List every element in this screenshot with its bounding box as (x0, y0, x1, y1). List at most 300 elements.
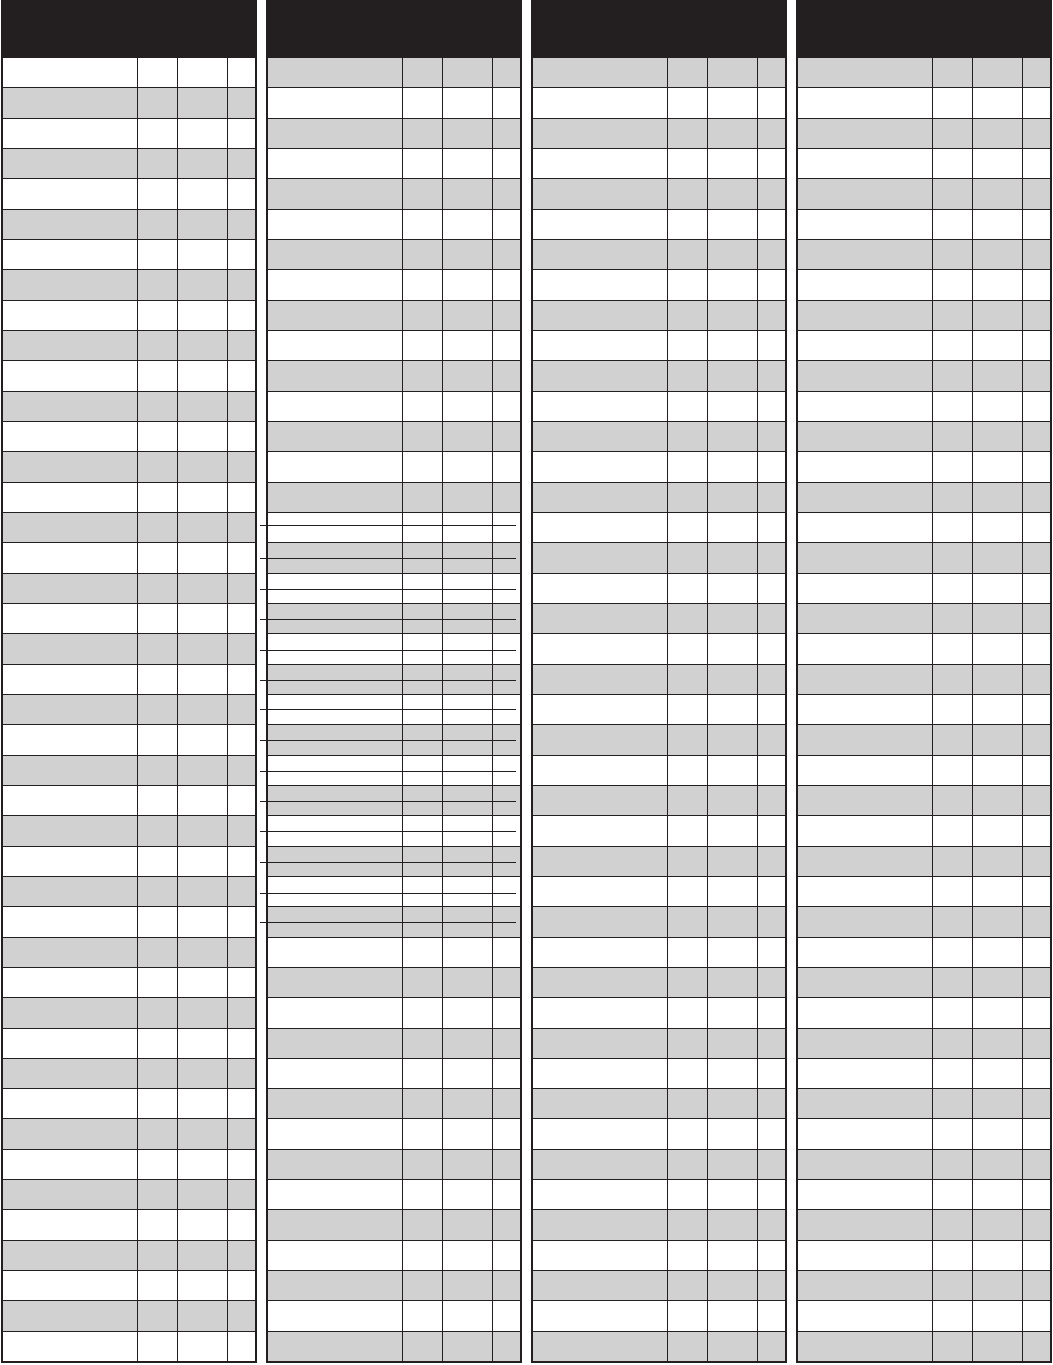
entry-cell-1[interactable] (798, 483, 932, 512)
entry-cell-3[interactable] (707, 665, 757, 694)
entry-cell-4[interactable] (757, 422, 785, 451)
entry-cell-2[interactable] (932, 1089, 972, 1118)
entry-cell-2[interactable] (137, 58, 177, 87)
entry-cell-2[interactable] (667, 816, 707, 845)
entry-cell-1[interactable] (798, 756, 932, 785)
entry-cell-1[interactable] (3, 634, 137, 663)
entry-cell-4[interactable] (1022, 392, 1050, 421)
entry-cell-4[interactable] (757, 665, 785, 694)
entry-cell-3[interactable] (442, 179, 492, 208)
entry-cell-1[interactable] (3, 665, 137, 694)
entry-cell-1[interactable] (798, 58, 932, 87)
entry-cell-4[interactable] (227, 816, 255, 845)
entry-cell-2[interactable] (932, 270, 972, 299)
entry-cell-3[interactable] (972, 847, 1022, 876)
entry-cell-3[interactable] (972, 1210, 1022, 1239)
entry-cell-1[interactable] (533, 1089, 667, 1118)
entry-cell-2[interactable] (137, 1089, 177, 1118)
entry-cell-4[interactable] (227, 1332, 255, 1361)
entry-cell-2[interactable] (137, 88, 177, 117)
entry-cell-3[interactable] (442, 1029, 492, 1058)
entry-cell-3[interactable] (972, 1301, 1022, 1330)
entry-cell-3[interactable] (707, 58, 757, 87)
entry-cell-2[interactable] (137, 938, 177, 967)
entry-cell-1[interactable] (798, 210, 932, 239)
entry-cell-1[interactable] (533, 1119, 667, 1148)
entry-cell-4[interactable] (1022, 1059, 1050, 1088)
entry-cell-3[interactable] (707, 695, 757, 724)
entry-cell-2[interactable] (402, 58, 442, 87)
entry-cell-3[interactable] (177, 543, 227, 572)
entry-cell-1[interactable] (268, 392, 402, 421)
entry-cell-2[interactable] (137, 240, 177, 269)
entry-cell-1[interactable] (3, 695, 137, 724)
entry-cell-2[interactable] (402, 1241, 442, 1270)
entry-cell-2[interactable] (667, 1029, 707, 1058)
entry-cell-3[interactable] (442, 1119, 492, 1148)
entry-cell-4[interactable] (227, 210, 255, 239)
entry-cell-3[interactable] (707, 301, 757, 330)
entry-cell-3[interactable] (177, 88, 227, 117)
entry-cell-1[interactable] (268, 1241, 402, 1270)
entry-cell-3[interactable] (972, 695, 1022, 724)
entry-cell-4[interactable] (492, 240, 520, 269)
entry-cell-2[interactable] (137, 1301, 177, 1330)
entry-cell-3[interactable] (177, 1332, 227, 1361)
entry-cell-3[interactable] (442, 422, 492, 451)
entry-cell-1[interactable] (533, 1180, 667, 1209)
entry-cell-3[interactable] (442, 331, 492, 360)
entry-cell-2[interactable] (932, 1180, 972, 1209)
entry-cell-2[interactable] (137, 756, 177, 785)
entry-cell-3[interactable] (707, 1089, 757, 1118)
entry-cell-4[interactable] (227, 119, 255, 148)
entry-cell-2[interactable] (667, 1210, 707, 1239)
entry-cell-3[interactable] (972, 270, 1022, 299)
entry-cell-2[interactable] (667, 331, 707, 360)
entry-cell-4[interactable] (1022, 756, 1050, 785)
entry-cell-1[interactable] (533, 725, 667, 754)
entry-cell-2[interactable] (137, 816, 177, 845)
entry-cell-1[interactable] (798, 301, 932, 330)
entry-cell-1[interactable] (533, 1029, 667, 1058)
entry-cell-4[interactable] (227, 847, 255, 876)
entry-cell-4[interactable] (492, 119, 520, 148)
entry-cell-2[interactable] (932, 422, 972, 451)
entry-cell-4[interactable] (227, 1059, 255, 1088)
entry-cell-4[interactable] (227, 361, 255, 390)
entry-cell-4[interactable] (227, 1029, 255, 1058)
entry-cell-4[interactable] (227, 331, 255, 360)
entry-cell-3[interactable] (177, 938, 227, 967)
entry-cell-4[interactable] (1022, 695, 1050, 724)
entry-cell-2[interactable] (667, 1271, 707, 1300)
entry-cell-3[interactable] (707, 270, 757, 299)
entry-cell-4[interactable] (1022, 998, 1050, 1027)
entry-cell-1[interactable] (3, 907, 137, 936)
entry-cell-2[interactable] (402, 210, 442, 239)
entry-cell-1[interactable] (533, 634, 667, 663)
entry-cell-3[interactable] (707, 1150, 757, 1179)
entry-cell-2[interactable] (667, 119, 707, 148)
entry-cell-4[interactable] (757, 1059, 785, 1088)
entry-cell-2[interactable] (402, 938, 442, 967)
entry-cell-1[interactable] (798, 816, 932, 845)
entry-cell-4[interactable] (492, 1150, 520, 1179)
entry-cell-2[interactable] (932, 361, 972, 390)
entry-cell-2[interactable] (667, 58, 707, 87)
entry-cell-2[interactable] (932, 1271, 972, 1300)
entry-cell-3[interactable] (707, 1180, 757, 1209)
entry-cell-1[interactable] (798, 422, 932, 451)
entry-cell-2[interactable] (402, 179, 442, 208)
entry-cell-3[interactable] (707, 816, 757, 845)
entry-cell-1[interactable] (268, 634, 402, 663)
entry-cell-2[interactable] (402, 1059, 442, 1088)
entry-cell-1[interactable] (798, 88, 932, 117)
entry-cell-3[interactable] (442, 1301, 492, 1330)
entry-cell-4[interactable] (492, 361, 520, 390)
entry-cell-1[interactable] (3, 392, 137, 421)
entry-cell-3[interactable] (972, 786, 1022, 815)
entry-cell-2[interactable] (667, 1059, 707, 1088)
entry-cell-2[interactable] (402, 240, 442, 269)
entry-cell-1[interactable] (533, 88, 667, 117)
entry-cell-1[interactable] (268, 422, 402, 451)
entry-cell-2[interactable] (402, 877, 442, 906)
entry-cell-1[interactable] (798, 179, 932, 208)
entry-cell-1[interactable] (798, 695, 932, 724)
entry-cell-4[interactable] (1022, 270, 1050, 299)
entry-cell-2[interactable] (402, 1180, 442, 1209)
entry-cell-1[interactable] (268, 1332, 402, 1361)
entry-cell-4[interactable] (757, 1271, 785, 1300)
entry-cell-2[interactable] (932, 179, 972, 208)
entry-cell-3[interactable] (177, 149, 227, 178)
entry-cell-1[interactable] (533, 1210, 667, 1239)
entry-cell-3[interactable] (177, 361, 227, 390)
entry-cell-4[interactable] (1022, 240, 1050, 269)
entry-cell-1[interactable] (798, 604, 932, 633)
entry-cell-3[interactable] (442, 968, 492, 997)
entry-cell-2[interactable] (932, 968, 972, 997)
entry-cell-3[interactable] (707, 1029, 757, 1058)
entry-cell-3[interactable] (972, 119, 1022, 148)
entry-cell-4[interactable] (227, 1119, 255, 1148)
entry-cell-3[interactable] (177, 513, 227, 542)
entry-cell-3[interactable] (972, 452, 1022, 481)
entry-cell-1[interactable] (268, 1089, 402, 1118)
entry-cell-1[interactable] (3, 210, 137, 239)
entry-cell-4[interactable] (227, 725, 255, 754)
entry-cell-1[interactable] (268, 877, 402, 906)
entry-cell-1[interactable] (798, 1210, 932, 1239)
entry-cell-3[interactable] (707, 1210, 757, 1239)
entry-cell-4[interactable] (757, 1210, 785, 1239)
entry-cell-1[interactable] (533, 998, 667, 1027)
entry-cell-3[interactable] (442, 119, 492, 148)
entry-cell-2[interactable] (667, 179, 707, 208)
entry-cell-2[interactable] (932, 240, 972, 269)
entry-cell-1[interactable] (3, 816, 137, 845)
entry-cell-3[interactable] (972, 392, 1022, 421)
entry-cell-3[interactable] (177, 695, 227, 724)
entry-cell-2[interactable] (667, 483, 707, 512)
entry-cell-3[interactable] (177, 1089, 227, 1118)
entry-cell-1[interactable] (798, 1150, 932, 1179)
entry-cell-2[interactable] (137, 210, 177, 239)
entry-cell-1[interactable] (3, 119, 137, 148)
entry-cell-2[interactable] (932, 543, 972, 572)
entry-cell-4[interactable] (492, 1271, 520, 1300)
entry-cell-1[interactable] (3, 513, 137, 542)
entry-cell-4[interactable] (492, 634, 520, 663)
entry-cell-1[interactable] (3, 1119, 137, 1148)
entry-cell-1[interactable] (3, 968, 137, 997)
entry-cell-4[interactable] (757, 1301, 785, 1330)
entry-cell-4[interactable] (492, 210, 520, 239)
entry-cell-3[interactable] (707, 149, 757, 178)
entry-cell-2[interactable] (932, 786, 972, 815)
entry-cell-2[interactable] (932, 725, 972, 754)
entry-cell-4[interactable] (1022, 210, 1050, 239)
entry-cell-3[interactable] (177, 392, 227, 421)
entry-cell-4[interactable] (757, 301, 785, 330)
entry-cell-2[interactable] (667, 392, 707, 421)
entry-cell-2[interactable] (137, 1180, 177, 1209)
entry-cell-1[interactable] (3, 604, 137, 633)
entry-cell-2[interactable] (932, 1210, 972, 1239)
entry-cell-2[interactable] (932, 998, 972, 1027)
entry-cell-1[interactable] (3, 574, 137, 603)
entry-cell-2[interactable] (932, 877, 972, 906)
entry-cell-1[interactable] (3, 301, 137, 330)
entry-cell-4[interactable] (757, 88, 785, 117)
entry-cell-4[interactable] (492, 1119, 520, 1148)
entry-cell-4[interactable] (757, 119, 785, 148)
entry-cell-2[interactable] (137, 968, 177, 997)
entry-cell-1[interactable] (533, 452, 667, 481)
entry-cell-3[interactable] (972, 513, 1022, 542)
entry-cell-4[interactable] (1022, 179, 1050, 208)
entry-cell-1[interactable] (533, 786, 667, 815)
entry-cell-2[interactable] (402, 301, 442, 330)
entry-cell-1[interactable] (798, 240, 932, 269)
entry-cell-4[interactable] (1022, 331, 1050, 360)
entry-cell-4[interactable] (492, 1089, 520, 1118)
entry-cell-1[interactable] (268, 1059, 402, 1088)
entry-cell-3[interactable] (442, 210, 492, 239)
entry-cell-4[interactable] (227, 786, 255, 815)
entry-cell-4[interactable] (227, 240, 255, 269)
entry-cell-4[interactable] (227, 301, 255, 330)
entry-cell-4[interactable] (757, 240, 785, 269)
entry-cell-1[interactable] (3, 1089, 137, 1118)
entry-cell-1[interactable] (533, 847, 667, 876)
entry-cell-1[interactable] (533, 58, 667, 87)
entry-cell-3[interactable] (177, 604, 227, 633)
entry-cell-1[interactable] (268, 119, 402, 148)
entry-cell-3[interactable] (177, 331, 227, 360)
entry-cell-3[interactable] (442, 513, 492, 542)
entry-cell-3[interactable] (972, 58, 1022, 87)
entry-cell-3[interactable] (972, 877, 1022, 906)
entry-cell-1[interactable] (533, 301, 667, 330)
entry-cell-4[interactable] (1022, 907, 1050, 936)
entry-cell-4[interactable] (757, 786, 785, 815)
entry-cell-1[interactable] (268, 998, 402, 1027)
entry-cell-1[interactable] (798, 1119, 932, 1148)
entry-cell-3[interactable] (707, 513, 757, 542)
entry-cell-3[interactable] (972, 574, 1022, 603)
entry-cell-3[interactable] (707, 938, 757, 967)
entry-cell-4[interactable] (1022, 543, 1050, 572)
entry-cell-3[interactable] (177, 452, 227, 481)
entry-cell-4[interactable] (227, 270, 255, 299)
entry-cell-1[interactable] (798, 877, 932, 906)
entry-cell-1[interactable] (798, 361, 932, 390)
entry-cell-1[interactable] (533, 513, 667, 542)
entry-cell-4[interactable] (492, 1210, 520, 1239)
entry-cell-4[interactable] (227, 634, 255, 663)
entry-cell-2[interactable] (402, 88, 442, 117)
entry-cell-4[interactable] (1022, 1180, 1050, 1209)
entry-cell-4[interactable] (1022, 361, 1050, 390)
entry-cell-3[interactable] (177, 725, 227, 754)
entry-cell-1[interactable] (3, 1059, 137, 1088)
entry-cell-3[interactable] (707, 392, 757, 421)
entry-cell-3[interactable] (972, 88, 1022, 117)
entry-cell-4[interactable] (227, 968, 255, 997)
entry-cell-2[interactable] (667, 998, 707, 1027)
entry-cell-3[interactable] (972, 1150, 1022, 1179)
entry-cell-4[interactable] (1022, 513, 1050, 542)
entry-cell-1[interactable] (268, 1029, 402, 1058)
entry-cell-1[interactable] (533, 756, 667, 785)
entry-cell-4[interactable] (757, 1180, 785, 1209)
entry-cell-3[interactable] (707, 483, 757, 512)
entry-cell-3[interactable] (707, 1332, 757, 1361)
entry-cell-3[interactable] (177, 179, 227, 208)
entry-cell-1[interactable] (533, 210, 667, 239)
entry-cell-2[interactable] (932, 1119, 972, 1148)
entry-cell-3[interactable] (442, 240, 492, 269)
entry-cell-1[interactable] (533, 1150, 667, 1179)
entry-cell-4[interactable] (227, 574, 255, 603)
entry-cell-2[interactable] (137, 907, 177, 936)
entry-cell-1[interactable] (3, 422, 137, 451)
entry-cell-2[interactable] (137, 392, 177, 421)
entry-cell-4[interactable] (1022, 149, 1050, 178)
entry-cell-4[interactable] (1022, 665, 1050, 694)
entry-cell-4[interactable] (757, 210, 785, 239)
entry-cell-3[interactable] (707, 786, 757, 815)
entry-cell-2[interactable] (137, 331, 177, 360)
entry-cell-1[interactable] (533, 574, 667, 603)
entry-cell-1[interactable] (3, 756, 137, 785)
entry-cell-1[interactable] (798, 1029, 932, 1058)
entry-cell-4[interactable] (492, 877, 520, 906)
entry-cell-2[interactable] (137, 695, 177, 724)
entry-cell-4[interactable] (757, 58, 785, 87)
entry-cell-4[interactable] (1022, 968, 1050, 997)
entry-cell-2[interactable] (667, 907, 707, 936)
entry-cell-2[interactable] (137, 725, 177, 754)
entry-cell-4[interactable] (492, 513, 520, 542)
entry-cell-1[interactable] (268, 938, 402, 967)
entry-cell-3[interactable] (707, 422, 757, 451)
entry-cell-1[interactable] (533, 392, 667, 421)
entry-cell-3[interactable] (177, 240, 227, 269)
entry-cell-3[interactable] (442, 149, 492, 178)
entry-cell-1[interactable] (798, 513, 932, 542)
entry-cell-2[interactable] (667, 1301, 707, 1330)
entry-cell-3[interactable] (442, 1180, 492, 1209)
entry-cell-3[interactable] (972, 179, 1022, 208)
entry-cell-2[interactable] (932, 452, 972, 481)
entry-cell-2[interactable] (137, 149, 177, 178)
entry-cell-4[interactable] (227, 1089, 255, 1118)
entry-cell-4[interactable] (757, 634, 785, 663)
entry-cell-3[interactable] (972, 1059, 1022, 1088)
entry-cell-2[interactable] (137, 1271, 177, 1300)
entry-cell-2[interactable] (667, 756, 707, 785)
entry-cell-1[interactable] (533, 119, 667, 148)
entry-cell-1[interactable] (533, 543, 667, 572)
entry-cell-1[interactable] (798, 543, 932, 572)
entry-cell-1[interactable] (268, 301, 402, 330)
entry-cell-2[interactable] (667, 513, 707, 542)
entry-cell-1[interactable] (798, 1301, 932, 1330)
entry-cell-3[interactable] (707, 543, 757, 572)
entry-cell-2[interactable] (402, 1150, 442, 1179)
entry-cell-1[interactable] (798, 907, 932, 936)
entry-cell-4[interactable] (757, 1150, 785, 1179)
entry-cell-3[interactable] (177, 422, 227, 451)
entry-cell-1[interactable] (268, 88, 402, 117)
entry-cell-4[interactable] (757, 543, 785, 572)
entry-cell-4[interactable] (492, 1301, 520, 1330)
entry-cell-3[interactable] (707, 1059, 757, 1088)
entry-cell-4[interactable] (757, 1332, 785, 1361)
entry-cell-2[interactable] (137, 1150, 177, 1179)
entry-cell-2[interactable] (932, 483, 972, 512)
entry-cell-1[interactable] (268, 513, 402, 542)
entry-cell-1[interactable] (3, 1301, 137, 1330)
entry-cell-4[interactable] (1022, 301, 1050, 330)
entry-cell-4[interactable] (227, 877, 255, 906)
entry-cell-4[interactable] (1022, 847, 1050, 876)
entry-cell-4[interactable] (757, 361, 785, 390)
entry-cell-4[interactable] (227, 483, 255, 512)
entry-cell-4[interactable] (1022, 786, 1050, 815)
entry-cell-4[interactable] (757, 604, 785, 633)
entry-cell-4[interactable] (757, 968, 785, 997)
entry-cell-3[interactable] (442, 1150, 492, 1179)
entry-cell-3[interactable] (972, 725, 1022, 754)
entry-cell-1[interactable] (798, 149, 932, 178)
entry-cell-3[interactable] (972, 1089, 1022, 1118)
entry-cell-4[interactable] (757, 877, 785, 906)
entry-cell-4[interactable] (757, 270, 785, 299)
entry-cell-4[interactable] (227, 1271, 255, 1300)
entry-cell-3[interactable] (707, 847, 757, 876)
entry-cell-3[interactable] (177, 786, 227, 815)
entry-cell-1[interactable] (533, 938, 667, 967)
entry-cell-3[interactable] (177, 574, 227, 603)
entry-cell-4[interactable] (227, 179, 255, 208)
entry-cell-4[interactable] (1022, 1150, 1050, 1179)
